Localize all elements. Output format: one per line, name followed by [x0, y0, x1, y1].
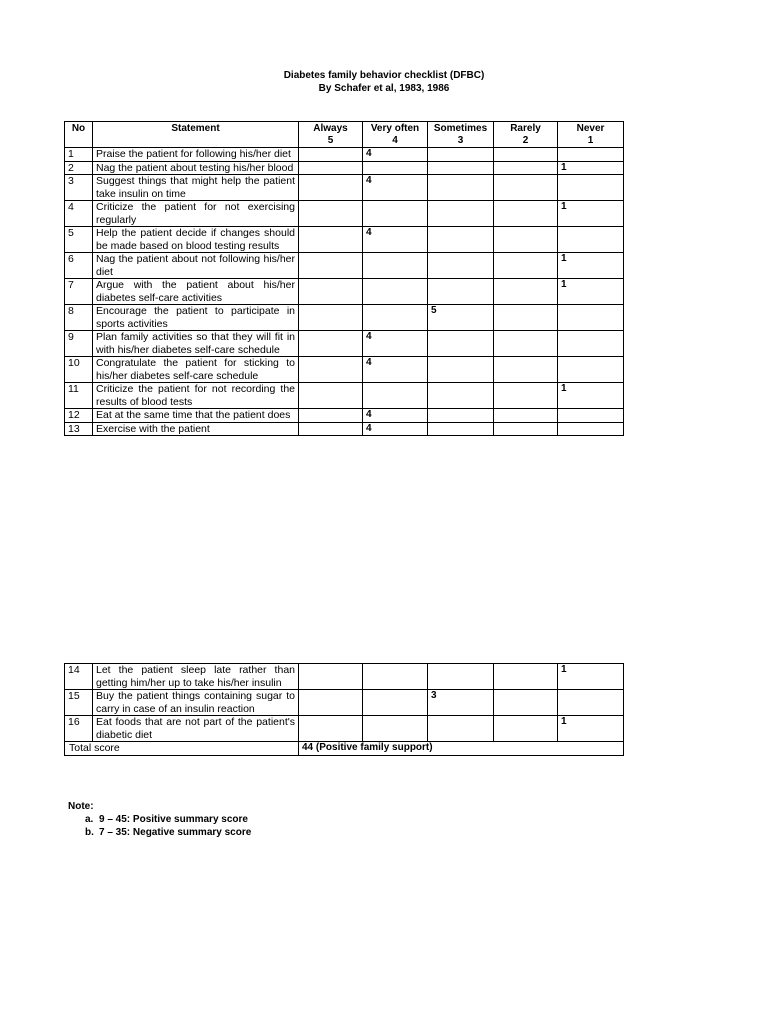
row-score: 1 [558, 664, 624, 690]
row-statement: Eat at the same time that the patient does [93, 409, 299, 423]
empty-score-cell [299, 331, 363, 357]
empty-score-cell [428, 383, 494, 409]
empty-score-cell [494, 201, 558, 227]
row-score: 4 [363, 409, 428, 423]
header-never: Never 1 [558, 122, 624, 148]
row-score: 1 [558, 716, 624, 742]
header-very-often: Very often 4 [363, 122, 428, 148]
empty-score-cell [299, 279, 363, 305]
row-number: 7 [65, 279, 93, 305]
row-number: 8 [65, 305, 93, 331]
row-number: 2 [65, 161, 93, 175]
empty-score-cell [558, 409, 624, 423]
row-number: 6 [65, 253, 93, 279]
note-heading: Note: [68, 801, 94, 812]
row-statement: Let the patient sleep late rather than getting him/her up to take his/her insulin [93, 664, 299, 690]
row-number: 13 [65, 422, 93, 436]
empty-score-cell [558, 331, 624, 357]
empty-score-cell [494, 175, 558, 201]
checklist-table-part-2 [64, 663, 624, 756]
empty-score-cell [299, 690, 363, 716]
table-row [65, 305, 624, 331]
table-row [65, 331, 624, 357]
checklist-table-part-1 [64, 121, 624, 436]
header-rarely: Rarely 2 [494, 122, 558, 148]
total-label: Total score [65, 742, 299, 756]
empty-score-cell [363, 690, 428, 716]
empty-score-cell [299, 357, 363, 383]
empty-score-cell [428, 422, 494, 436]
table-row [65, 383, 624, 409]
table-row [65, 422, 624, 436]
empty-score-cell [558, 422, 624, 436]
row-statement: Nag the patient about testing his/her blood [93, 161, 299, 175]
empty-score-cell [299, 161, 363, 175]
empty-score-cell [558, 357, 624, 383]
empty-score-cell [363, 305, 428, 331]
empty-score-cell [494, 253, 558, 279]
empty-score-cell [299, 716, 363, 742]
empty-score-cell [299, 175, 363, 201]
row-statement: Praise the patient for following his/her diet [93, 148, 299, 162]
empty-score-cell [428, 409, 494, 423]
empty-score-cell [299, 664, 363, 690]
empty-score-cell [494, 716, 558, 742]
row-score: 1 [558, 279, 624, 305]
empty-score-cell [363, 201, 428, 227]
table-row [65, 690, 624, 716]
row-statement: Criticize the patient for not recording the results of blood tests [93, 383, 299, 409]
row-number: 12 [65, 409, 93, 423]
header-always: Always 5 [299, 122, 363, 148]
row-score: 5 [428, 305, 494, 331]
row-statement: Buy the patient things containing sugar to carry in case of an insulin reaction [93, 690, 299, 716]
row-score: 4 [363, 148, 428, 162]
empty-score-cell [299, 305, 363, 331]
empty-score-cell [299, 422, 363, 436]
empty-score-cell [558, 227, 624, 253]
row-number: 10 [65, 357, 93, 383]
row-number: 5 [65, 227, 93, 253]
row-number: 11 [65, 383, 93, 409]
table-row [65, 253, 624, 279]
empty-score-cell [363, 161, 428, 175]
table-row [65, 357, 624, 383]
empty-score-cell [428, 357, 494, 383]
row-statement: Plan family activities so that they will fit in with his/her diabetes self-care schedule [93, 331, 299, 357]
header-statement: Statement [93, 122, 299, 148]
table-row [65, 227, 624, 253]
title-line-1: Diabetes family behavior checklist (DFBC) [283, 70, 485, 81]
table-row [65, 664, 624, 690]
table-row [65, 201, 624, 227]
table-row [65, 175, 624, 201]
header-row [65, 122, 624, 148]
row-statement: Argue with the patient about his/her diabetes self-care activities [93, 279, 299, 305]
empty-score-cell [558, 148, 624, 162]
empty-score-cell [558, 175, 624, 201]
empty-score-cell [494, 161, 558, 175]
empty-score-cell [494, 383, 558, 409]
document-title [0, 69, 768, 95]
note-list [68, 813, 251, 839]
empty-score-cell [299, 383, 363, 409]
empty-score-cell [494, 409, 558, 423]
empty-score-cell [494, 357, 558, 383]
empty-score-cell [363, 383, 428, 409]
empty-score-cell [428, 227, 494, 253]
empty-score-cell [428, 716, 494, 742]
row-number: 14 [65, 664, 93, 690]
row-statement: Help the patient decide if changes should be made based on blood testing results [93, 227, 299, 253]
empty-score-cell [428, 664, 494, 690]
row-score: 4 [363, 357, 428, 383]
empty-score-cell [428, 148, 494, 162]
row-statement: Exercise with the patient [93, 422, 299, 436]
total-row [65, 742, 624, 756]
total-value: 44 (Positive family support) [299, 742, 624, 756]
row-statement: Nag the patient about not following his/her diet [93, 253, 299, 279]
row-score: 1 [558, 253, 624, 279]
row-statement: Eat foods that are not part of the patient's diabetic diet [93, 716, 299, 742]
empty-score-cell [299, 409, 363, 423]
empty-score-cell [494, 279, 558, 305]
empty-score-cell [299, 148, 363, 162]
table-row [65, 409, 624, 423]
row-score: 1 [558, 161, 624, 175]
row-score: 4 [363, 175, 428, 201]
empty-score-cell [428, 161, 494, 175]
table-row [65, 716, 624, 742]
empty-score-cell [363, 716, 428, 742]
row-score: 4 [363, 227, 428, 253]
empty-score-cell [363, 279, 428, 305]
empty-score-cell [494, 227, 558, 253]
empty-score-cell [494, 148, 558, 162]
empty-score-cell [299, 201, 363, 227]
row-number: 15 [65, 690, 93, 716]
empty-score-cell [299, 253, 363, 279]
note-item: b. 7 – 35: Negative summary score [85, 827, 252, 838]
empty-score-cell [494, 664, 558, 690]
empty-score-cell [494, 331, 558, 357]
row-statement: Suggest things that might help the patient take insulin on time [93, 175, 299, 201]
row-score: 4 [363, 331, 428, 357]
note-section [68, 800, 251, 839]
row-statement: Criticize the patient for not exercising regularly [93, 201, 299, 227]
row-number: 1 [65, 148, 93, 162]
title-line-2: By Schafer et al, 1983, 1986 [318, 83, 450, 94]
header-sometimes: Sometimes 3 [428, 122, 494, 148]
row-statement: Encourage the patient to participate in sports activities [93, 305, 299, 331]
row-score: 1 [558, 201, 624, 227]
empty-score-cell [363, 664, 428, 690]
empty-score-cell [494, 422, 558, 436]
empty-score-cell [558, 690, 624, 716]
empty-score-cell [299, 227, 363, 253]
table-row [65, 161, 624, 175]
empty-score-cell [428, 175, 494, 201]
row-number: 3 [65, 175, 93, 201]
empty-score-cell [363, 253, 428, 279]
row-statement: Congratulate the patient for sticking to his/her diabetes self-care schedule [93, 357, 299, 383]
header-no: No [65, 122, 93, 148]
empty-score-cell [494, 305, 558, 331]
note-item: a. 9 – 45: Positive summary score [85, 814, 248, 825]
row-number: 4 [65, 201, 93, 227]
row-score: 1 [558, 383, 624, 409]
empty-score-cell [428, 279, 494, 305]
empty-score-cell [428, 201, 494, 227]
empty-score-cell [494, 690, 558, 716]
row-score: 3 [428, 690, 494, 716]
table-row [65, 148, 624, 162]
empty-score-cell [558, 305, 624, 331]
row-number: 9 [65, 331, 93, 357]
empty-score-cell [428, 253, 494, 279]
row-number: 16 [65, 716, 93, 742]
row-score: 4 [363, 422, 428, 436]
table-row [65, 279, 624, 305]
empty-score-cell [428, 331, 494, 357]
